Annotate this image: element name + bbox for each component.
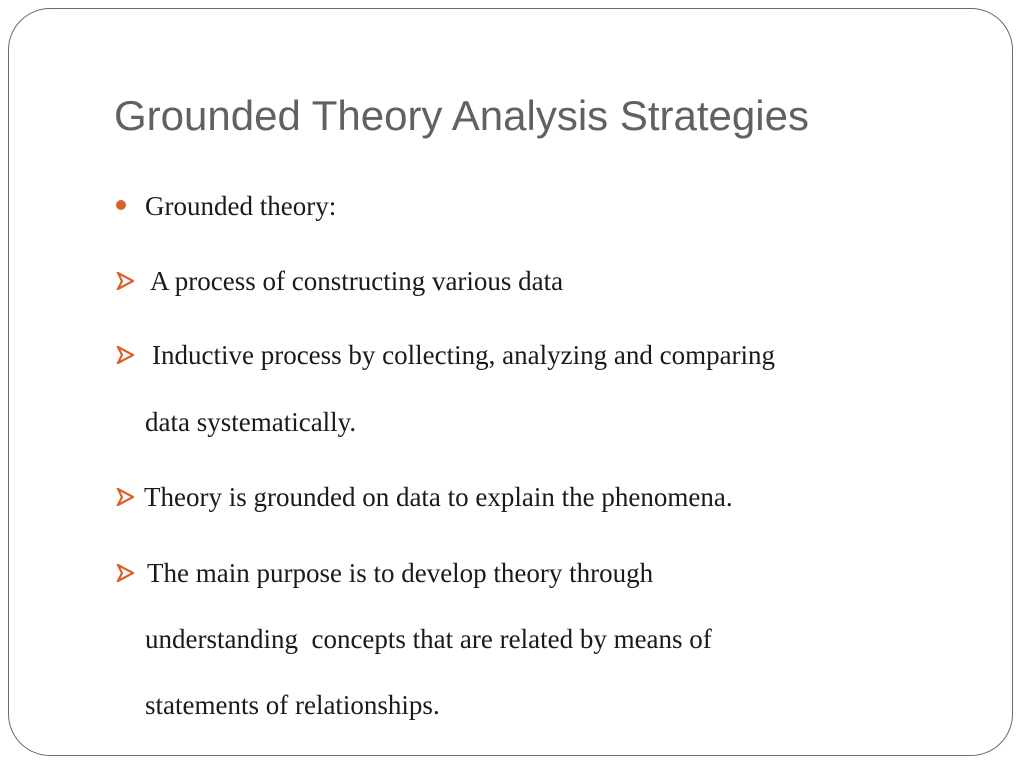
bullet-text-line: understanding concepts that are related by means of — [145, 624, 712, 654]
arrow-icon — [116, 272, 134, 290]
slide-title: Grounded Theory Analysis Strategies — [114, 92, 809, 139]
bullet-text-line: The main purpose is to develop theory through — [147, 558, 654, 588]
bullet-text-line: Grounded theory: — [145, 191, 337, 221]
dot-icon — [116, 200, 126, 210]
arrow-icon — [116, 488, 134, 506]
bullet-text-line: statements of relationships. — [145, 690, 440, 720]
bullet-text-line: Theory is grounded on data to explain the phenomena. — [144, 482, 733, 512]
arrow-icon — [116, 346, 134, 364]
bullet-text-line: A process of constructing various data — [150, 266, 564, 296]
arrow-icon — [116, 564, 134, 582]
bullet-text-line: data systematically. — [145, 407, 357, 437]
bullet-text-line: Inductive process by collecting, analyzing and comparing — [152, 340, 776, 370]
